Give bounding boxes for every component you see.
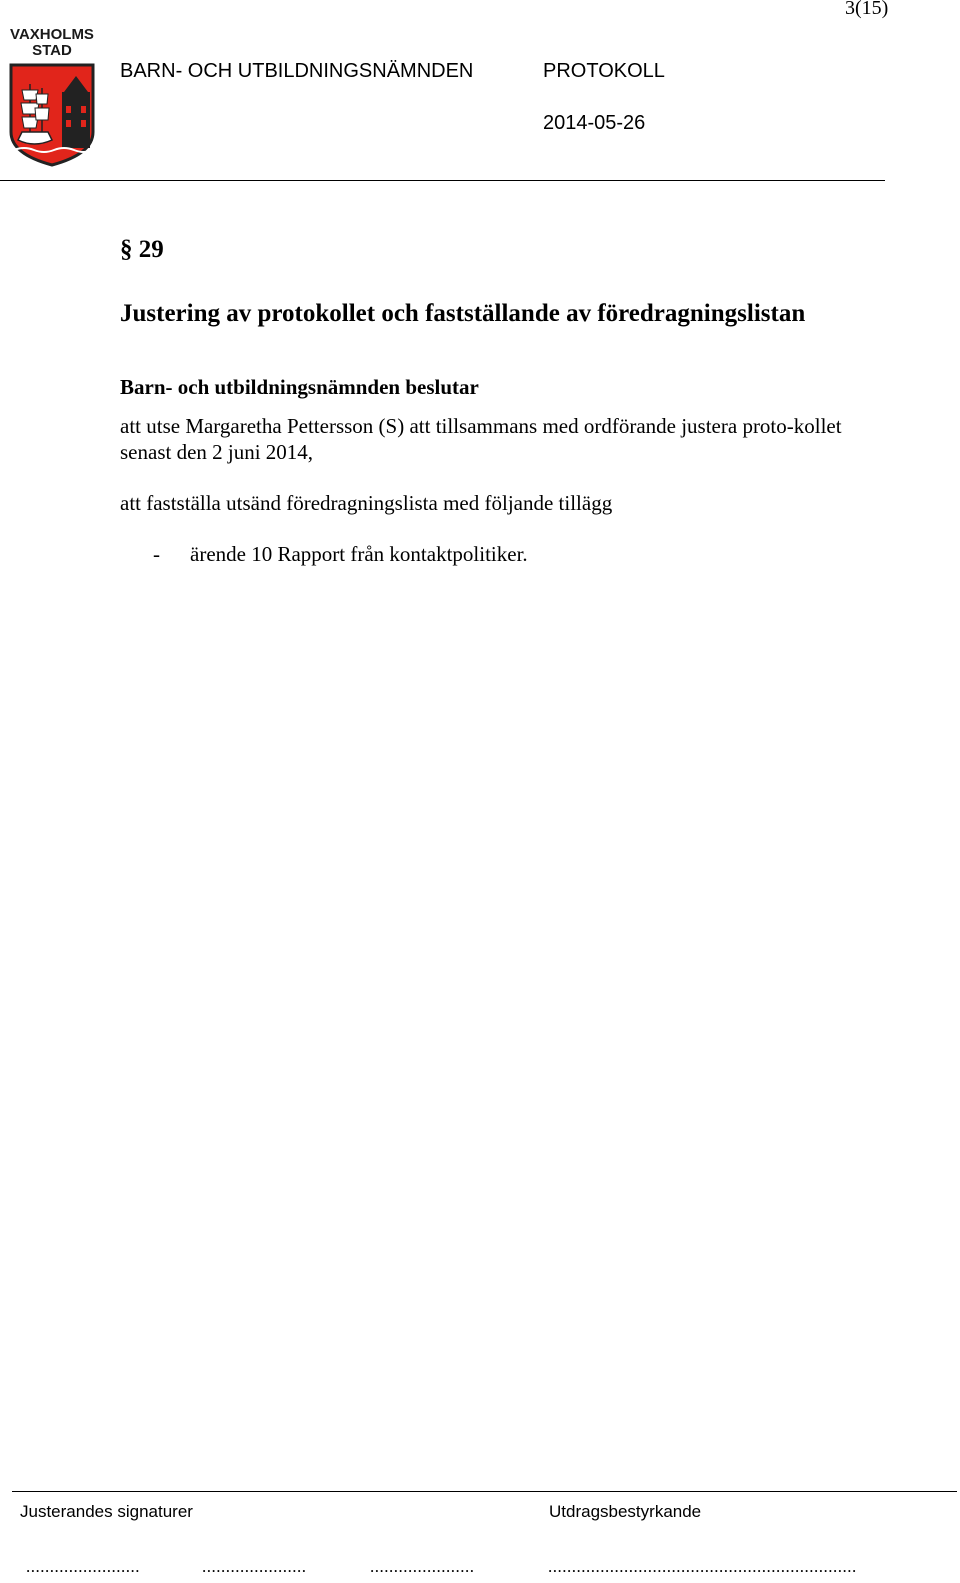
section-number: § 29: [120, 236, 164, 263]
footer-divider: [12, 1491, 957, 1492]
municipality-logo: [6, 27, 98, 169]
logo-text-line1: VAXHOLMS: [10, 26, 94, 43]
decision-paragraph-2: att fastställa utsänd föredragningslista med följande tillägg: [120, 491, 613, 515]
coat-of-arms-icon: [8, 62, 96, 168]
header-divider: [0, 180, 885, 181]
document-type: PROTOKOLL: [543, 60, 665, 82]
logo-text: [6, 27, 98, 59]
footer-extract-label: Utdragsbestyrkande: [549, 1502, 702, 1521]
meeting-date: 2014-05-26: [543, 112, 646, 134]
list-item: [153, 541, 528, 567]
decision-paragraph-1: att utse Margaretha Pettersson (S) att tillsammans med ordförande justera proto-kollet senast den 2 juni 2014,: [120, 414, 842, 464]
list-bullet: -: [153, 542, 160, 566]
list-item-text: ärende 10 Rapport från kontaktpolitiker.: [190, 542, 528, 566]
signature-line: ........................: [26, 1557, 140, 1576]
logo-text-line2: STAD: [32, 42, 72, 59]
footer-signatures-label: Justerandes signaturer: [20, 1502, 193, 1521]
page-number: 3(15): [845, 0, 889, 19]
signature-line: ......................: [370, 1557, 475, 1576]
extract-signature-line: .................................................................: [548, 1557, 857, 1576]
decision-heading: Barn- och utbildningsnämnden beslutar: [120, 375, 479, 399]
committee-name: BARN- OCH UTBILDNINGSNÄMNDEN: [120, 60, 474, 82]
signature-line: ......................: [202, 1557, 307, 1576]
section-title: Justering av protokollet och fastställande av föredragningslistan: [120, 300, 806, 327]
